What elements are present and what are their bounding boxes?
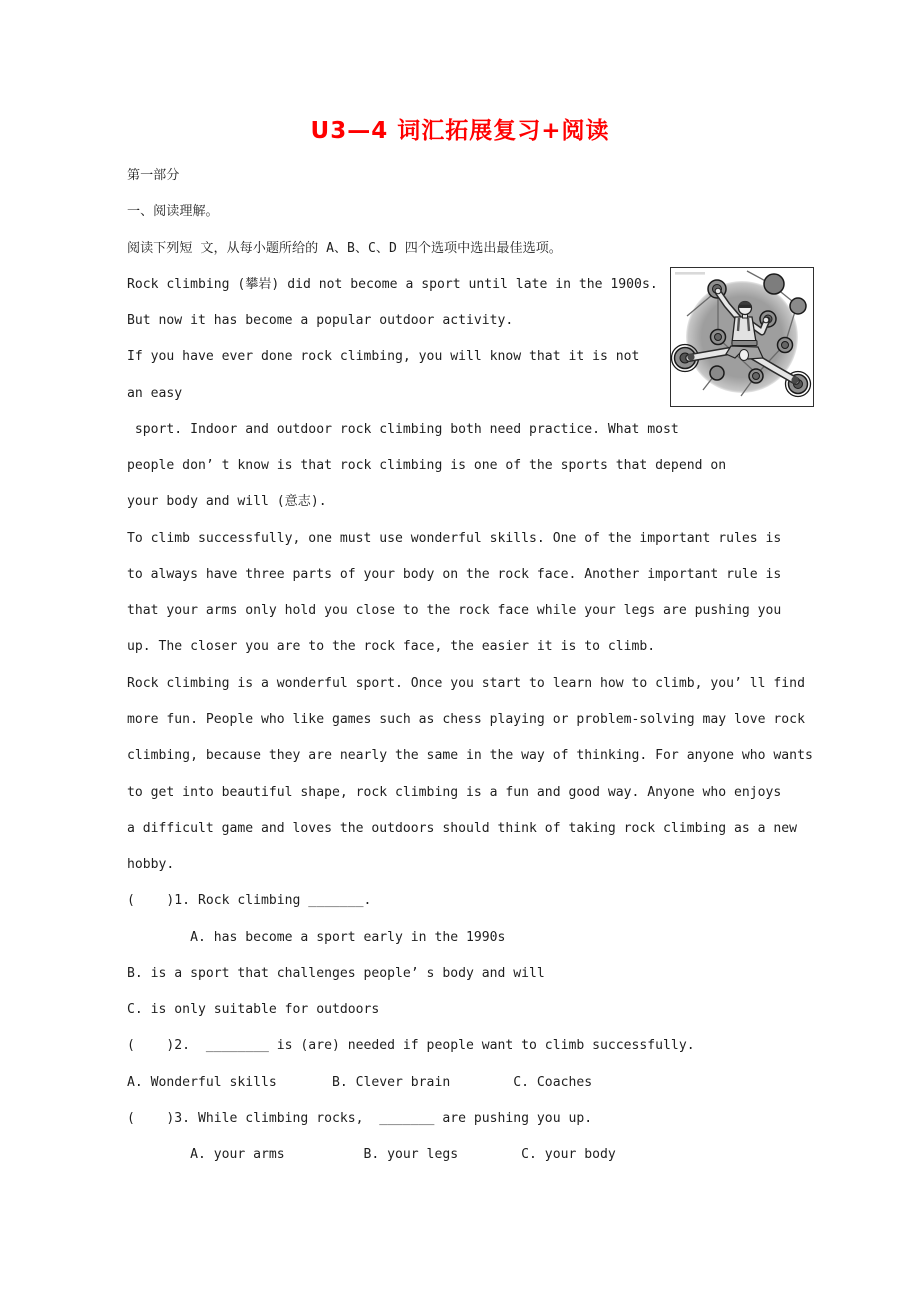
passage-line: an easy bbox=[127, 385, 183, 401]
passage-line: climbing, because they are nearly the same in the way of thinking. For anyone who wants bbox=[127, 748, 813, 764]
passage-line: up. The closer you are to the rock face, the easier it is to climb. bbox=[127, 639, 656, 655]
question-3: ( )3. While climbing rocks, _______ are pushing you up. bbox=[127, 1110, 593, 1126]
question-2: ( )2. ________ is (are) needed if people want to climb successfully. bbox=[127, 1038, 695, 1054]
passage-line: to always have three parts of your body on the rock face. Another important rule is bbox=[127, 566, 782, 582]
passage-line: people don’ t know is that rock climbing is one of the sports that depend on bbox=[127, 458, 727, 474]
question-1-option-c: C. is only suitable for outdoors bbox=[127, 1002, 380, 1018]
passage-line: Rock climbing (攀岩) did not become a sport until late in the 1900s. bbox=[127, 276, 658, 292]
passage-line: To climb successfully, one must use wonderful skills. One of the important rules is bbox=[127, 530, 782, 546]
instructions: 阅读下列短 文，从每小题所给的 A、B、C、D 四个选项中选出最佳选项。 bbox=[127, 240, 562, 256]
passage-line: to get into beautiful shape, rock climbing is a fun and good way. Anyone who enjoys bbox=[127, 784, 782, 800]
passage-line: But now it has become a popular outdoor activity. bbox=[127, 313, 514, 329]
question-2-options: A. Wonderful skills B. Clever brain C. Coaches bbox=[127, 1074, 593, 1090]
passage-line: hobby. bbox=[127, 857, 175, 873]
question-1-option-b: B. is a sport that challenges people’ s body and will bbox=[127, 965, 545, 981]
part-heading: 一、阅读理解。 bbox=[127, 204, 219, 220]
passage-line: sport. Indoor and outdoor rock climbing both need practice. What most bbox=[127, 421, 679, 437]
passage-line: a difficult game and loves the outdoors should think of taking rock climbing as a new bbox=[127, 820, 798, 836]
document-content bbox=[127, 158, 867, 1173]
passage-line: more fun. People who like games such as chess playing or problem-solving may love rock bbox=[127, 711, 805, 727]
question-3-options: A. your arms B. your legs C. your body bbox=[127, 1147, 616, 1163]
section-label: 第一部分 bbox=[127, 168, 180, 183]
question-1: ( )1. Rock climbing _______. bbox=[127, 893, 372, 909]
passage-line: Rock climbing is a wonderful sport. Once you start to learn how to climb, you’ ll find bbox=[127, 675, 805, 691]
page-title: U3—4 词汇拓展复习+阅读 bbox=[310, 118, 610, 144]
passage-line: your body and will (意志). bbox=[127, 494, 327, 510]
passage-line: If you have ever done rock climbing, you will know that it is not bbox=[127, 349, 640, 365]
question-1-option-a: A. has become a sport early in the 1990s bbox=[127, 929, 506, 945]
passage-line: that your arms only hold you close to the rock face while your legs are pushing you bbox=[127, 603, 782, 619]
